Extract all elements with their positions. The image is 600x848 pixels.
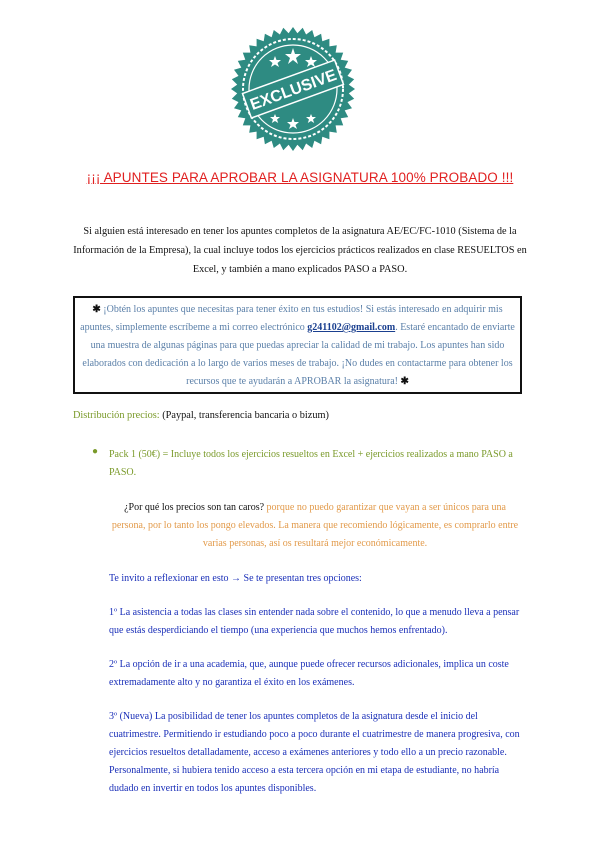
prices-heading: Distribución precios: (Paypal, transferencia bancaria o bizum) [73, 410, 329, 421]
why-question: ¿Por qué los precios son tan caros? [124, 502, 267, 513]
option-3-line-4: Personalmente, si hubiera tenido acceso a esta tercera opción en mi etapa de estudiante, no habría [109, 765, 500, 776]
box-line-1: ✱ ¡Obtén los apuntes que necesitas para tener éxito en tus estudios! Si estás interesado en adquirir mis [92, 304, 503, 315]
email-link[interactable]: g241102@gmail.com [307, 322, 396, 333]
intro-line-2: Información de la Empresa), la cual incluye todos los ejercicios prácticos realizados en clase RESUELTOS en [73, 245, 527, 256]
why-line-2: persona, por lo tanto los pongo elevados. La manera que recomiendo lógicamente, es comprarlo entre [111, 520, 519, 531]
option-3-line-2: cuatrimestre. Permitiendo ir estudiando poco a poco durante el cuatrimestre de manera progresiva, con [109, 729, 520, 740]
pack-line-2: PASO. [109, 467, 137, 478]
intro-line-1: Si alguien está interesado en tener los apuntes completos de la asignatura AE/EC/FC-1010 (Sistema de la [83, 226, 517, 237]
option-3-line-5: dudado en invertir en todos los apuntes disponibles. [109, 783, 317, 794]
why-line-3: varias personas, así os resultará mejor económicamente. [202, 538, 428, 549]
box-line-3: una muestra de algunas páginas para que puedas apreciar la calidad de mi trabajo. Los apuntes han sido [90, 340, 505, 351]
option-1-line-1: 1º La asistencia a todas las clases sin entender nada sobre el contenido, lo que a menudo lleva a pensar [109, 607, 520, 618]
payment-methods: (Paypal, transferencia bancaria o bizum) [162, 410, 329, 421]
stamp-text: EXCLUSIVE [247, 66, 340, 114]
option-3-line-1: 3º (Nueva) La posibilidad de tener los apuntes completos de la asignatura desde el inicio del [109, 711, 478, 722]
option-3-line-3: ejercicios resueltos detalladamente, acceso a exámenes anteriores y todo ello a un precio razonable. [109, 747, 507, 758]
box-line-4: elaborados con dedicación a lo largo de varios meses de trabajo. ¡No dudes en contactarme para obtener los [82, 358, 513, 369]
options-intro: Te invito a reflexionar en esto → Se te presentan tres opciones: [109, 573, 362, 584]
intro-line-3: Excel, y también a mano explicados PASO a PASO. [192, 264, 408, 275]
exclusive-stamp-icon [230, 26, 356, 152]
box-line-2: apuntes, simplemente escríbeme a mi correo electrónico g241102@gmail.com. Estaré encantado de enviarte [80, 322, 515, 333]
star-icon: ✱ [92, 304, 101, 315]
box-line-5: recursos que te ayudarán a APROBAR la asignatura! ✱ [186, 376, 409, 387]
option-2-line-1: 2º La opción de ir a una academia, que, aunque puede ofrecer recursos adicionales, implica un coste [109, 659, 509, 670]
why-line-1: ¿Por qué los precios son tan caros? porque no puedo garantizar que vayan a ser únicos para una [124, 502, 506, 513]
page-title: ¡¡¡ APUNTES PARA APROBAR LA ASIGNATURA 100% PROBADO !!! [86, 170, 514, 185]
option-1-line-2: que estás desperdiciando el tiempo (una experiencia que muchos hemos enfrentado). [109, 625, 448, 636]
pack-line-1: Pack 1 (50€) = Incluye todos los ejercicios resueltos en Excel + ejercicios realizados a mano PASO a [109, 449, 513, 460]
bullet-icon: ● [92, 446, 99, 457]
option-2-line-2: extremadamente alto y no garantiza el éxito en los exámenes. [109, 677, 355, 688]
star-icon: ✱ [400, 376, 409, 387]
